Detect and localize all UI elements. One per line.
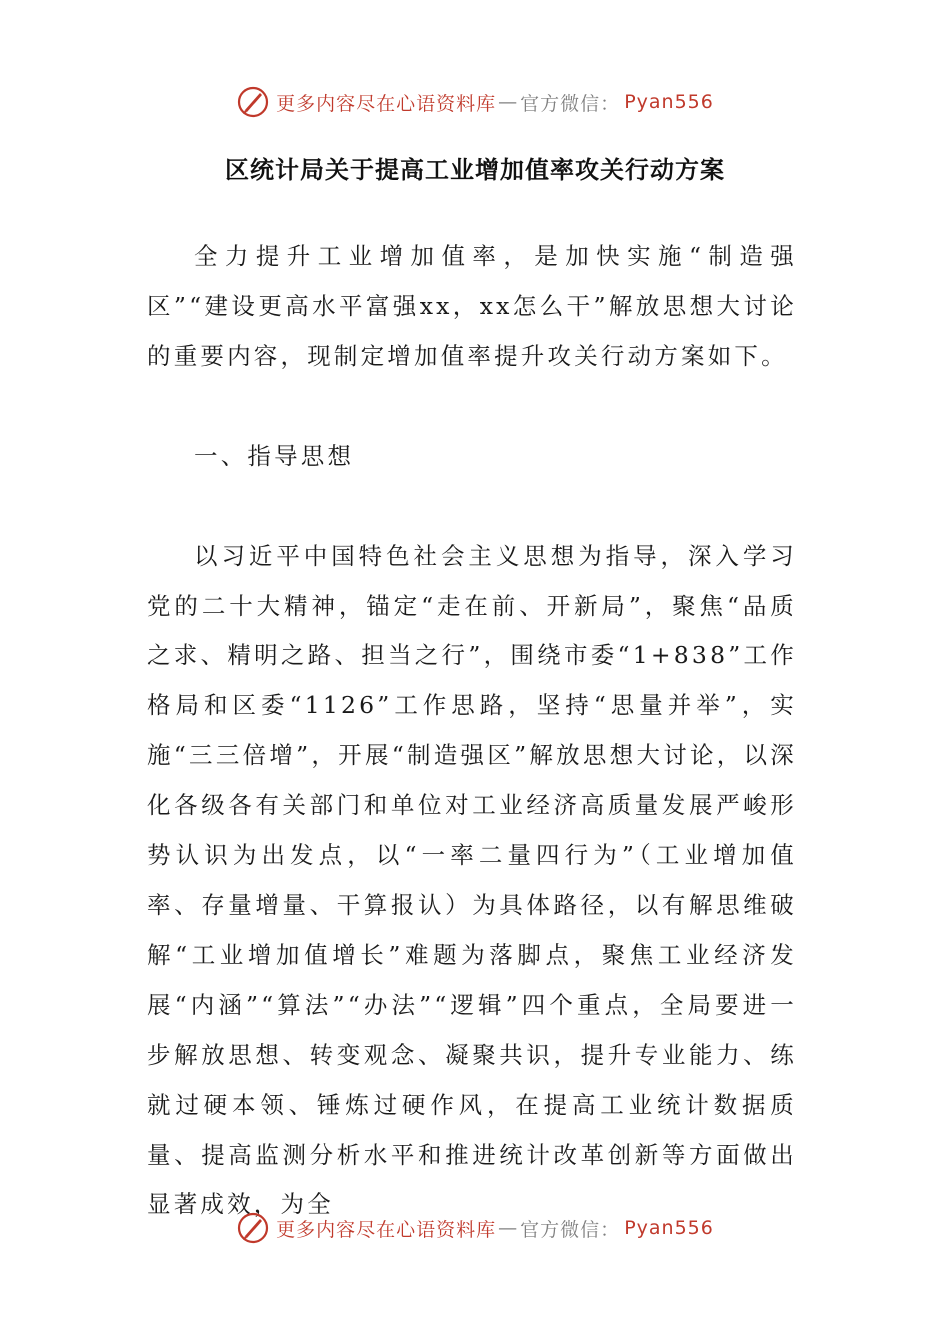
footer-watermark (0, 1208, 950, 1248)
watermark-left-text: 更多内容尽在心语资料库 (276, 1218, 497, 1241)
section-heading: 一、指导思想 (194, 441, 355, 470)
body-paragraph: 以习近平中国特色社会主义思想为指导，深入学习党的二十大精神，锚定“走在前、开新局”，聚焦“品质之求、精明之路、担当之行”，围绕市委“1+838”工作格局和区委“1126”工作思路，坚持“思量并举”，实施“三三倍增”，开展“制造强区”解放思想大讨论，以深化各级各有关部门和单位对工业经济高质量发展严峻形势认识为出发点，以“一率二量四行为”（工业增加值率、存量增量、干算报认）为具体路径，以有解思维破解“工业增加值增长”难题为落脚点，聚焦工业经济发展“内涵”“算法”“办法”“逻辑”四个重点，全局要进一步解放思想、转变观念、凝聚共识，提升专业能力、练就过硬本领、锤炼过硬作风，在提高工业统计数据质量、提高监测分析水平和推进统计改革创新等方面做出显著成效，为全 (147, 541, 797, 1219)
watermark-separator: — (498, 91, 519, 113)
document-title: 区统计局关于提高工业增加值率攻关行动方案 (225, 155, 725, 184)
quill-pen-icon (236, 85, 270, 119)
watermark-left-text: 更多内容尽在心语资料库 (276, 92, 497, 115)
header-watermark (0, 82, 950, 122)
watermark-wechat-id: Pyan556 (624, 91, 714, 113)
document-body (147, 232, 797, 1230)
watermark-right-text: 官方微信： (520, 1218, 621, 1241)
watermark-right-text: 官方微信： (520, 92, 621, 115)
watermark-separator: — (498, 1217, 519, 1239)
quill-pen-icon (236, 1211, 270, 1245)
watermark-wechat-id: Pyan556 (624, 1217, 714, 1239)
intro-paragraph: 全力提升工业增加值率，是加快实施“制造强区”“建设更高水平富强xx，xx怎么干”解放思想大讨论的重要内容，现制定增加值率提升攻关行动方案如下。 (147, 242, 797, 370)
